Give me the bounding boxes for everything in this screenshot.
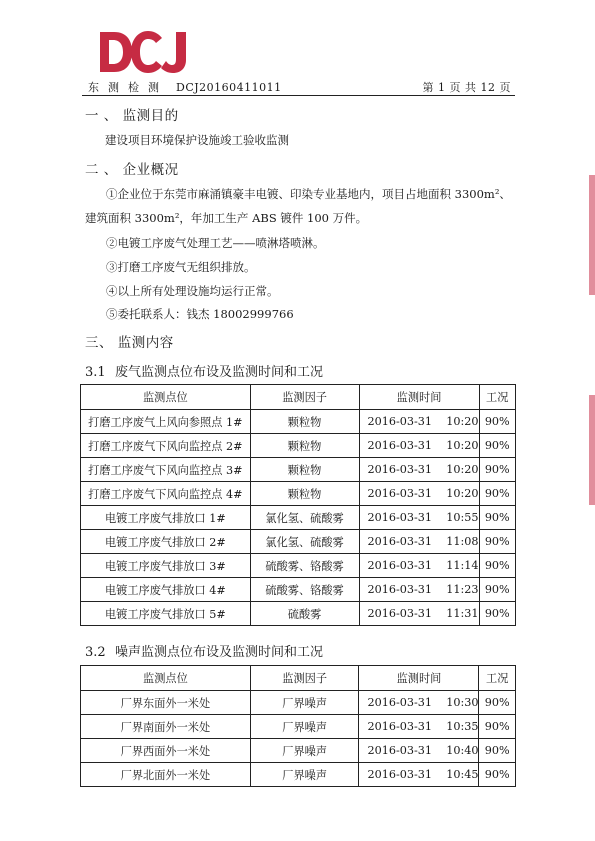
col-header-condition: 工况 — [479, 666, 516, 691]
cell-condition: 90% — [479, 506, 516, 530]
seal-edge-mark — [589, 395, 595, 505]
cell-factor: 颗粒物 — [250, 482, 359, 506]
org-name: 东测检测 — [88, 81, 168, 94]
col-header-time: 监测时间 — [359, 385, 479, 410]
cell-time: 2016-03-31 10:20 — [359, 482, 479, 506]
table-row — [81, 410, 516, 434]
cell-point: 电镀工序废气排放口 1# — [81, 506, 251, 530]
cell-time: 2016-03-31 10:55 — [359, 506, 479, 530]
cell-point: 打磨工序废气上风向参照点 1# — [81, 410, 251, 434]
overview-item-2: ②电镀工序废气处理工艺——喷淋塔喷淋。 — [106, 236, 325, 250]
cell-point: 打磨工序废气下风向监控点 4# — [81, 482, 251, 506]
header-rule — [82, 95, 515, 96]
overview-item-5: ⑤委托联系人：钱杰 18002999766 — [106, 307, 294, 321]
subsection-3-1-title — [85, 361, 323, 380]
exhaust-table-body — [81, 410, 516, 626]
table-row — [81, 739, 516, 763]
cell-condition: 90% — [479, 554, 516, 578]
cell-time: 2016-03-31 10:35 — [359, 715, 479, 739]
subsection-3-1-text: 废气监测点位布设及监测时间和工况 — [115, 365, 324, 380]
cell-time: 2016-03-31 11:23 — [359, 578, 479, 602]
dcj-logo — [98, 30, 190, 74]
subsection-3-2-title — [85, 641, 323, 660]
cell-point: 电镀工序废气排放口 4# — [81, 578, 251, 602]
cell-factor: 硫酸雾、铬酸雾 — [250, 554, 359, 578]
cell-time: 2016-03-31 10:20 — [359, 434, 479, 458]
col-header-point: 监测点位 — [81, 385, 251, 410]
table-row — [81, 434, 516, 458]
col-header-time: 监测时间 — [359, 666, 479, 691]
cell-factor: 氯化氢、硫酸雾 — [250, 530, 359, 554]
cell-factor: 硫酸雾 — [250, 602, 359, 626]
table-row — [81, 578, 516, 602]
cell-condition: 90% — [479, 763, 516, 787]
doc-number: DCJ20160411011 — [176, 81, 282, 94]
section-1-body: 建设项目环境保护设施竣工验收监测 — [105, 133, 289, 147]
table-row — [81, 691, 516, 715]
section-2-title: 二 、 企业概况 — [85, 162, 179, 178]
cell-point: 厂界东面外一米处 — [81, 691, 251, 715]
cell-condition: 90% — [479, 715, 516, 739]
cell-factor: 颗粒物 — [250, 434, 359, 458]
table-row — [81, 458, 516, 482]
cell-point: 厂界北面外一米处 — [81, 763, 251, 787]
cell-factor: 氯化氢、硫酸雾 — [250, 506, 359, 530]
overview-item-1b: 建筑面积 3300m²，年加工生产 ABS 镀件 100 万件。 — [85, 211, 368, 225]
cell-condition: 90% — [479, 578, 516, 602]
table-row — [81, 763, 516, 787]
table-row — [81, 602, 516, 626]
overview-item-1a: ①企业位于东莞市麻涌镇豪丰电镀、印染专业基地内，项目占地面积 3300m²、 — [106, 187, 511, 201]
cell-condition: 90% — [479, 458, 516, 482]
table-row — [81, 554, 516, 578]
cell-factor: 厂界噪声 — [250, 739, 359, 763]
overview-item-4: ④以上所有处理设施均运行正常。 — [106, 284, 279, 298]
cell-point: 厂界西面外一米处 — [81, 739, 251, 763]
cell-time: 2016-03-31 11:14 — [359, 554, 479, 578]
exhaust-monitoring-table — [80, 384, 516, 626]
cell-point: 厂界南面外一米处 — [81, 715, 251, 739]
cell-condition: 90% — [479, 739, 516, 763]
seal-edge-mark — [589, 175, 595, 295]
col-header-point: 监测点位 — [81, 666, 251, 691]
overview-item-3: ③打磨工序废气无组织排放。 — [106, 260, 256, 274]
cell-factor: 颗粒物 — [250, 458, 359, 482]
table-row — [81, 506, 516, 530]
cell-point: 电镀工序废气排放口 2# — [81, 530, 251, 554]
noise-table-body — [81, 691, 516, 787]
table-header-row — [81, 666, 516, 691]
cell-time: 2016-03-31 10:20 — [359, 458, 479, 482]
cell-condition: 90% — [479, 602, 516, 626]
cell-factor: 厂界噪声 — [250, 691, 359, 715]
cell-time: 2016-03-31 10:40 — [359, 739, 479, 763]
cell-time: 2016-03-31 10:30 — [359, 691, 479, 715]
table-row — [81, 715, 516, 739]
table-row — [81, 482, 516, 506]
cell-point: 打磨工序废气下风向监控点 2# — [81, 434, 251, 458]
subsection-3-2-text: 噪声监测点位布设及监测时间和工况 — [115, 645, 324, 660]
cell-condition: 90% — [479, 691, 516, 715]
cell-factor: 硫酸雾、铬酸雾 — [250, 578, 359, 602]
col-header-factor: 监测因子 — [250, 666, 359, 691]
col-header-factor: 监测因子 — [250, 385, 359, 410]
cell-time: 2016-03-31 10:45 — [359, 763, 479, 787]
doc-header — [88, 79, 282, 95]
table-row — [81, 530, 516, 554]
cell-point: 电镀工序废气排放口 5# — [81, 602, 251, 626]
cell-point: 电镀工序废气排放口 3# — [81, 554, 251, 578]
cell-condition: 90% — [479, 530, 516, 554]
cell-time: 2016-03-31 11:31 — [359, 602, 479, 626]
section-3-title: 三、 监测内容 — [85, 335, 174, 351]
subsection-3-1-number: 3.1 — [85, 365, 106, 380]
cell-condition: 90% — [479, 434, 516, 458]
cell-factor: 厂界噪声 — [250, 763, 359, 787]
col-header-condition: 工况 — [479, 385, 516, 410]
cell-condition: 90% — [479, 410, 516, 434]
cell-time: 2016-03-31 10:20 — [359, 410, 479, 434]
cell-factor: 颗粒物 — [250, 410, 359, 434]
cell-factor: 厂界噪声 — [250, 715, 359, 739]
noise-monitoring-table — [80, 665, 516, 787]
cell-point: 打磨工序废气下风向监控点 3# — [81, 458, 251, 482]
page-info: 第 1 页 共 12 页 — [422, 81, 511, 94]
section-1-title: 一 、 监测目的 — [85, 108, 179, 124]
cell-condition: 90% — [479, 482, 516, 506]
cell-time: 2016-03-31 11:08 — [359, 530, 479, 554]
subsection-3-2-number: 3.2 — [85, 645, 106, 660]
table-header-row — [81, 385, 516, 410]
